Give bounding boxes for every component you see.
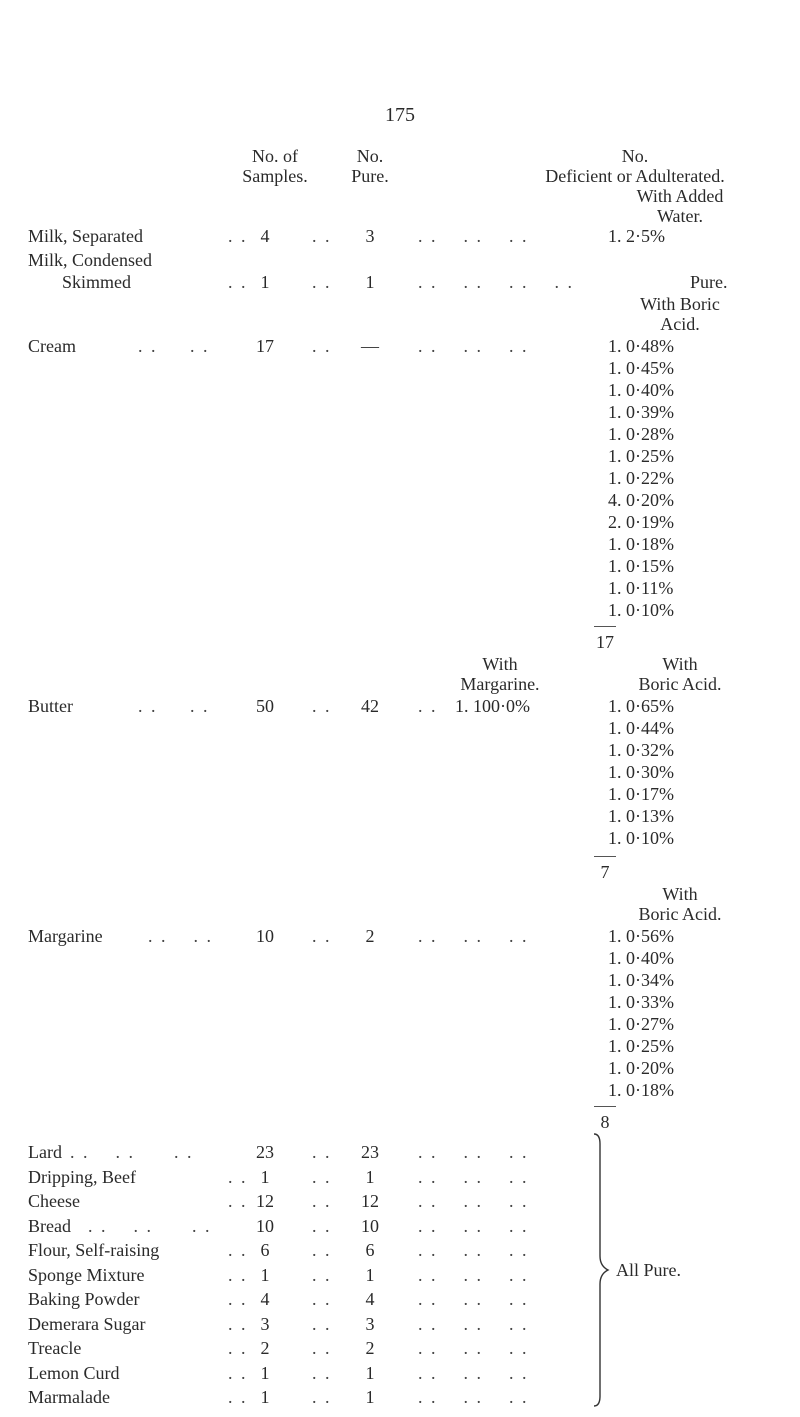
leader-dots: . . [228,1289,248,1309]
margarine-note-1: With [662,884,698,904]
margarine-result: 1. 0·40% [608,948,674,968]
leader-dots: . . [312,696,332,716]
leader-dots: . . [312,1338,332,1358]
cream-samples: 17 [256,336,274,356]
leader-dots: . . . . . . [418,1338,529,1358]
row-label-baking-powder: Baking Powder [28,1289,140,1309]
leader-dots: . . [312,1314,332,1334]
margarine-note-2: Boric Acid. [638,904,722,924]
butter-result: 1. 0·32% [608,740,674,760]
pure-item-pure: 1 [365,1265,375,1285]
cream-result: 1. 0·10% [608,600,674,620]
page-number: 175 [385,104,415,126]
margarine-result: 1. 0·20% [608,1058,674,1078]
milk-condensed-samples: 1 [260,272,270,292]
leader-dots: . . . . [148,926,213,946]
pure-item-samples: 1 [260,1363,270,1383]
milk-separated-pure: 3 [365,226,375,246]
row-label-milk-separated: Milk, Separated [28,226,143,246]
pure-item-pure: 10 [361,1216,379,1236]
row-label-margarine: Margarine [28,926,103,946]
header-deficient-2: Deficient or Adulterated. [545,166,725,186]
leader-dots: . . [418,696,438,716]
cream-result: 2. 0·19% [608,512,674,532]
leader-dots: . . . . . . [418,1240,529,1260]
leader-dots: . . . . . . [418,1167,529,1187]
leader-dots: . . [312,1216,332,1236]
cream-result: 1. 0·25% [608,446,674,466]
cream-result: 1. 0·22% [608,468,674,488]
milk-separated-result: 1. 2·5% [608,226,665,246]
leader-dots: . . [312,226,332,246]
pure-item-pure: 4 [365,1289,375,1309]
leader-dots: . . . . . . [418,226,529,246]
row-label-dripping-beef: Dripping, Beef [28,1167,136,1187]
pure-item-samples: 4 [260,1289,270,1309]
butter-pure: 42 [361,696,379,716]
margarine-result: 1. 0·56% [608,926,674,946]
row-label-lard: Lard [28,1142,62,1162]
leader-dots: . . . . . . [418,1314,529,1334]
pure-item-samples: 2 [260,1338,270,1358]
total-rule [594,626,616,627]
row-label-sponge-mixture: Sponge Mixture [28,1265,145,1285]
leader-dots: . . [228,1167,248,1187]
pure-item-pure: 23 [361,1142,379,1162]
margarine-result: 1. 0·33% [608,992,674,1012]
cream-pure: — [361,336,379,356]
row-label-cheese: Cheese [28,1191,80,1211]
leader-dots: . . . . . . [418,1191,529,1211]
total-rule [594,1106,616,1107]
leader-dots: . . . . . . [418,1265,529,1285]
cream-result: 1. 0·18% [608,534,674,554]
leader-dots: . . . . . . [418,336,529,356]
right-brace-icon [590,1130,614,1410]
cream-result: 1. 0·39% [608,402,674,422]
butter-result: 1. 0·65% [608,696,674,716]
leader-dots: . . [312,1363,332,1383]
butter-margarine-note-2: Margarine. [460,674,540,694]
butter-margarine-result: 1. 100·0% [455,696,530,716]
row-label-marmalade: Marmalade [28,1387,110,1407]
cream-result: 1. 0·45% [608,358,674,378]
header-pure-2: Pure. [351,166,389,186]
leader-dots: . . . . . . [418,1387,529,1407]
leader-dots: . . . . . . [70,1142,194,1162]
cream-result: 1. 0·15% [608,556,674,576]
leader-dots: . . [312,1142,332,1162]
header-deficient-1: No. [621,146,649,166]
leader-dots: . . . . . . [88,1216,212,1236]
leader-dots: . . [312,336,332,356]
leader-dots: . . . . . . [418,1142,529,1162]
cream-result: 1. 0·48% [608,336,674,356]
total-rule [594,856,616,857]
pure-item-pure: 2 [365,1338,375,1358]
butter-note-2: Boric Acid. [638,674,722,694]
leader-dots: . . . . . . [418,926,529,946]
margarine-result: 1. 0·25% [608,1036,674,1056]
cream-note-1: With Boric [640,294,720,314]
row-label-cream: Cream [28,336,76,356]
header-samples-2: Samples. [242,166,308,186]
header-pure-1: No. [356,146,384,166]
pure-item-samples: 1 [260,1265,270,1285]
milk-condensed-result: Pure. [690,272,728,292]
pure-item-pure: 1 [365,1167,375,1187]
leader-dots: . . [312,1191,332,1211]
cream-result: 4. 0·20% [608,490,674,510]
pure-item-pure: 3 [365,1314,375,1334]
leader-dots: . . [228,1363,248,1383]
pure-item-samples: 12 [256,1191,274,1211]
milk-separated-samples: 4 [260,226,270,246]
leader-dots: . . [312,1265,332,1285]
row-label-flour-self-raising: Flour, Self-raising [28,1240,160,1260]
leader-dots: . . . . . . [418,1363,529,1383]
milk-condensed-pure: 1 [365,272,375,292]
pure-item-pure: 6 [365,1240,375,1260]
leader-dots: . . [228,1387,248,1407]
margarine-total: 8 [600,1112,610,1132]
butter-result: 1. 0·30% [608,762,674,782]
pure-item-samples: 1 [260,1387,270,1407]
leader-dots: . . [312,1289,332,1309]
cream-total: 17 [596,632,614,652]
leader-dots: . . [312,272,332,292]
row-label-lemon-curd: Lemon Curd [28,1363,120,1383]
margarine-result: 1. 0·18% [608,1080,674,1100]
pure-item-samples: 23 [256,1142,274,1162]
butter-note-1: With [662,654,698,674]
row-label-butter: Butter [28,696,73,716]
pure-item-samples: 6 [260,1240,270,1260]
butter-samples: 50 [256,696,274,716]
margarine-result: 1. 0·27% [608,1014,674,1034]
pure-item-pure: 1 [365,1363,375,1383]
leader-dots: . . . . . . [418,1289,529,1309]
cream-result: 1. 0·28% [608,424,674,444]
row-label-milk-condensed: Milk, Condensed [28,250,152,270]
margarine-samples: 10 [256,926,274,946]
cream-note-2: Acid. [660,314,700,334]
pure-item-samples: 3 [260,1314,270,1334]
leader-dots: . . . . [138,336,210,356]
butter-result: 1. 0·17% [608,784,674,804]
all-pure-label: All Pure. [616,1260,681,1280]
leader-dots: . . . . . . . . [418,272,574,292]
butter-margarine-note-1: With [482,654,518,674]
leader-dots: . . [228,1265,248,1285]
pure-item-pure: 12 [361,1191,379,1211]
margarine-pure: 2 [365,926,375,946]
row-label-treacle: Treacle [28,1338,82,1358]
leader-dots: . . [228,1338,248,1358]
row-label-demerara-sugar: Demerara Sugar [28,1314,146,1334]
butter-result: 1. 0·10% [608,828,674,848]
leader-dots: . . [312,926,332,946]
pure-item-pure: 1 [365,1387,375,1407]
milk-separated-note-1: With Added [636,186,724,206]
leader-dots: . . . . [138,696,210,716]
header-samples-1: No. of [252,146,298,166]
leader-dots: . . . . . . [418,1216,529,1236]
leader-dots: . . [312,1240,332,1260]
pure-item-samples: 1 [260,1167,270,1187]
milk-separated-note-2: Water. [656,206,704,226]
butter-result: 1. 0·44% [608,718,674,738]
row-label-bread: Bread [28,1216,71,1236]
row-label-milk-condensed-2: Skimmed [62,272,132,292]
pure-item-samples: 10 [256,1216,274,1236]
leader-dots: . . [228,1240,248,1260]
leader-dots: . . [228,1314,248,1334]
margarine-result: 1. 0·34% [608,970,674,990]
leader-dots: . . [228,272,248,292]
leader-dots: . . [228,1191,248,1211]
leader-dots: . . [312,1167,332,1187]
cream-result: 1. 0·11% [608,578,674,598]
cream-result: 1. 0·40% [608,380,674,400]
butter-result: 1. 0·13% [608,806,674,826]
leader-dots: . . [312,1387,332,1407]
leader-dots: . . [228,226,248,246]
butter-total: 7 [600,862,610,882]
